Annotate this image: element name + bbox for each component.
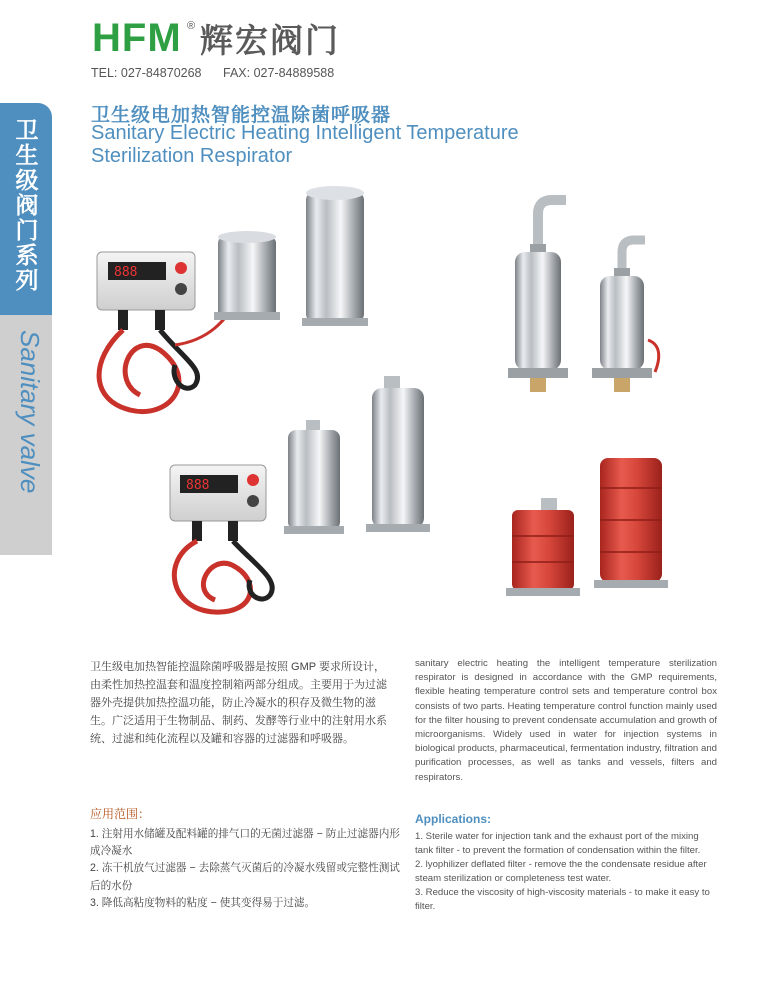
- heating-jacket-short: [506, 498, 580, 596]
- description-cn: 卫生级电加热智能控温除菌呼吸器是按照 GMP 要求所设计，由柔性加热控温套和温度控制箱两部分组成。主要用于为过滤器外壳提供加热控温功能，防止冷凝水的积存及微生物的滋生。广泛适用于生物制品、制药、发酵等行业中的注射用水系统、过滤和纯化流程以及罐和容器的过滤器和呼吸器。: [90, 661, 387, 745]
- filter-housing-elbow-short: [592, 240, 659, 392]
- heating-cable-2: [174, 541, 250, 612]
- company-name-cn: 辉宏阀门: [200, 22, 340, 59]
- controller-display-2: 888: [186, 478, 210, 493]
- fax-text: FAX: 027-84889588: [223, 66, 335, 80]
- filter-housing-short-1: [214, 231, 280, 320]
- description-en: sanitary electric heating the intelligent temperature sterilization respirator is designed in accordance with the GMP requirements, flexible heating temperature control sets and temperature control box consists of two parts. Heating temperature control function mainly used for the filter housing to prevent condensate accumulation and growth of microorganisms. Widely used in water for injection systems in biological products, pharmaceutical, fermentation industry, filtration and purification processes, as well as tanks and vessels, filters and respirators.: [415, 658, 717, 783]
- filter-housing-short-2: [284, 420, 344, 534]
- application-item-cn: 2. 冻干机放气过滤器 − 去除蒸气灭菌后的冷凝水残留或完整性测试后的水份: [90, 862, 400, 892]
- applications-list-en: [415, 830, 717, 914]
- application-item-cn: 1. 注射用水储罐及配料罐的排气口的无菌过滤器 − 防止过滤器内形成冷凝水: [90, 828, 400, 858]
- side-tab-label-en: Sanitary valve: [15, 330, 45, 494]
- filter-housing-tall-1: [302, 186, 368, 326]
- application-item-cn: 3. 降低高粘度物料的粘度 − 使其变得易于过滤。: [90, 896, 316, 909]
- product-title-en: Sanitary Electric Heating Intelligent Temperature Sterilization Respirator: [91, 122, 519, 167]
- applications-title-cn: 应用范围：: [90, 807, 151, 821]
- registered-mark: ®: [187, 20, 196, 32]
- controller-display-1: 888: [114, 265, 138, 280]
- controller-box-1: [97, 252, 195, 330]
- heating-cable-1: [99, 330, 179, 412]
- filter-housing-elbow-tall: [508, 200, 568, 392]
- heating-jacket-tall: [594, 458, 668, 588]
- tel-text: TEL: 027-84870268: [91, 66, 202, 80]
- application-item-en: 1. Sterile water for injection tank and the exhaust port of the mixing tank filter - to prevent the formation of condensation within the filter.: [415, 831, 701, 856]
- product-title-cn: 卫生级电加热智能控温除菌呼吸器: [91, 105, 392, 126]
- applications-list-cn: [90, 826, 402, 912]
- filter-housing-tall-2: [366, 376, 430, 532]
- brand-logo: HFM: [92, 16, 182, 60]
- application-item-en: 2. lyophilizer deflated filter - remove the the condensate residue after steam sterilization or completeness test water.: [415, 859, 707, 884]
- application-item-en: 3. Reduce the viscosity of high-viscosity materials - to make it easy to filter.: [415, 887, 710, 912]
- applications-title-en: Applications:: [415, 812, 492, 826]
- side-tab-label-cn: 卫生级阀门系列: [12, 118, 39, 293]
- controller-box-2: [170, 465, 266, 541]
